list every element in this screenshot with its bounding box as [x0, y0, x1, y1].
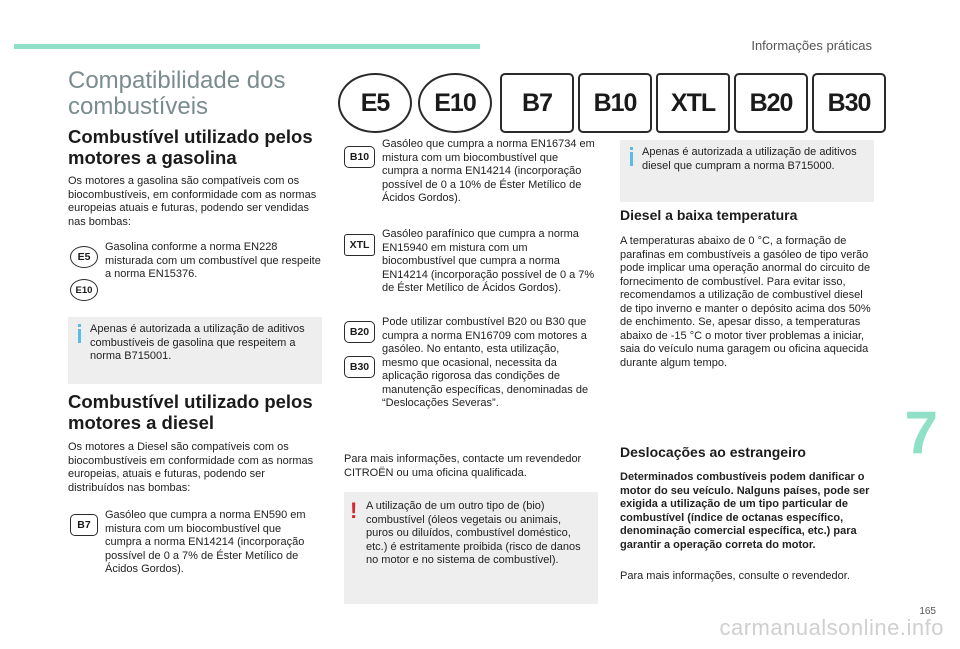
header-accent-bar — [14, 44, 480, 49]
abroad-bold-text: Determinados combustíveis podem danificar o motor do seu veículo. Nalguns países, pode ser exigida a utilização de um tipo particular de combustível (índice de octanas específico, denominação comercial específica, etc.) para garantir a operação correta do motor. — [620, 471, 870, 551]
abroad-text: Para mais informações, consulte o revendedor. — [620, 570, 850, 582]
b20-b30-text: Pode utilizar combustível B20 ou B30 que cumpra a norma EN16709 com motores a gasóleo. No entanto, esta utilização, mesmo que ocasional, necessita da aplicação rigorosa das condições de manutenção específicas, denominadas de “Deslocações Severas”. — [382, 316, 589, 409]
info-dot-icon — [78, 324, 81, 327]
info-dot-icon — [630, 147, 633, 150]
e10-badge-icon: E10 — [70, 279, 98, 301]
badge-b20-icon: B20 — [734, 73, 808, 133]
section-header: Informações práticas — [751, 38, 872, 53]
badge-e10-icon: E10 — [418, 73, 492, 133]
b7-text: Gasóleo que cumpra a norma EN590 em mistura com um biocombustível que cumpra a norma EN14214 (incorporação possível de 0 a 7% de Éster Metílico de Ácidos Gordos). — [105, 509, 306, 575]
badge-b30-icon: B30 — [812, 73, 886, 133]
xtl-text: Gasóleo parafínico que cumpra a norma EN15940 em mistura com um biocombustível que cumpra a norma EN14214 (incorporação possível de 0 a 7% de Éster Metílico de Ácidos Gordos). — [382, 228, 595, 294]
gasoline-item-text: Gasolina conforme a norma EN228 misturada com um combustível que respeite a norma EN15376. — [105, 241, 321, 280]
badge-xtl-icon: XTL — [656, 73, 730, 133]
abroad-heading: Deslocações ao estrangeiro — [620, 444, 806, 460]
warning-box — [344, 492, 598, 604]
info-icon — [78, 329, 81, 343]
diesel-note-text: Apenas é autorizada a utilização de aditivos diesel que cumpram a norma B715000. — [642, 146, 857, 172]
low-temp-text: A temperaturas abaixo de 0 °C, a formação de parafinas em combustíveis a gasóleo de tipo verão pode implicar uma operação anormal do circuito de fornecimento de combustível. Para evitar isso, recomendamos a utilização de combustível diesel de tipo inverno e manter o depósito acima dos 50% de enchimento. Se, apesar disso, a temperaturas abaixo de -15 °C o motor tiver problemas a iniciar, saia do veículo numa garagem ou oficina aquecida durante algum tempo. — [620, 235, 871, 369]
page-title: Compatibilidade dos combustíveis — [68, 67, 286, 120]
b7-badge-icon: B7 — [70, 514, 98, 536]
b10-text: Gasóleo que cumpra a norma EN16734 em mistura com um biocombustível que cumpra a norma EN14214 (incorporação possível de 0 a 10% de Éster Metílico de Ácidos Gordos). — [382, 138, 595, 204]
diesel-heading: Combustível utilizado pelos motores a diesel — [68, 391, 313, 433]
gasoline-note-text: Apenas é autorizada a utilização de aditivos combustíveis de gasolina que respeitem a norma B715001. — [90, 323, 305, 362]
gasoline-heading: Combustível utilizado pelos motores a gasolina — [68, 126, 313, 168]
warning-text: A utilização de um outro tipo de (bio) combustível (óleos vegetais ou animais, puros ou diluídos, combustível doméstico, etc.) é estritamente proibida (risco de danos no motor e no sistema de combustível). — [366, 500, 581, 566]
watermark: carmanualsonline.info — [719, 615, 944, 640]
diesel-intro: Os motores a Diesel são compatíveis com os biocombustíveis em conformidade com as normas europeias, atuais e futuras, podendo ser distribuídos nas bombas: — [68, 441, 314, 494]
contact-text: Para mais informações, contacte um revendedor CITROËN ou uma oficina qualificada. — [344, 453, 582, 479]
low-temp-heading: Diesel a baixa temperatura — [620, 207, 798, 223]
e5-badge-icon: E5 — [70, 246, 98, 268]
badge-e5-icon: E5 — [338, 73, 412, 133]
gasoline-intro: Os motores a gasolina são compatíveis com os biocombustíveis, em conformidade com as normas europeias atuais e futuras, podendo ser vendidas nas bombas: — [68, 175, 317, 228]
diesel-note-box — [620, 140, 874, 202]
badge-b10-icon: B10 — [578, 73, 652, 133]
b20-badge-icon: B20 — [344, 321, 375, 343]
gasoline-note-box — [68, 317, 322, 384]
warning-exclamation-icon: ! — [350, 498, 358, 523]
xtl-badge-icon: XTL — [344, 234, 375, 256]
chapter-number: 7 — [904, 399, 938, 466]
info-icon — [630, 152, 633, 166]
badge-b7-icon: B7 — [500, 73, 574, 133]
b30-badge-icon: B30 — [344, 356, 375, 378]
b10-badge-icon: B10 — [344, 146, 375, 168]
page-number: 165 — [919, 606, 936, 617]
